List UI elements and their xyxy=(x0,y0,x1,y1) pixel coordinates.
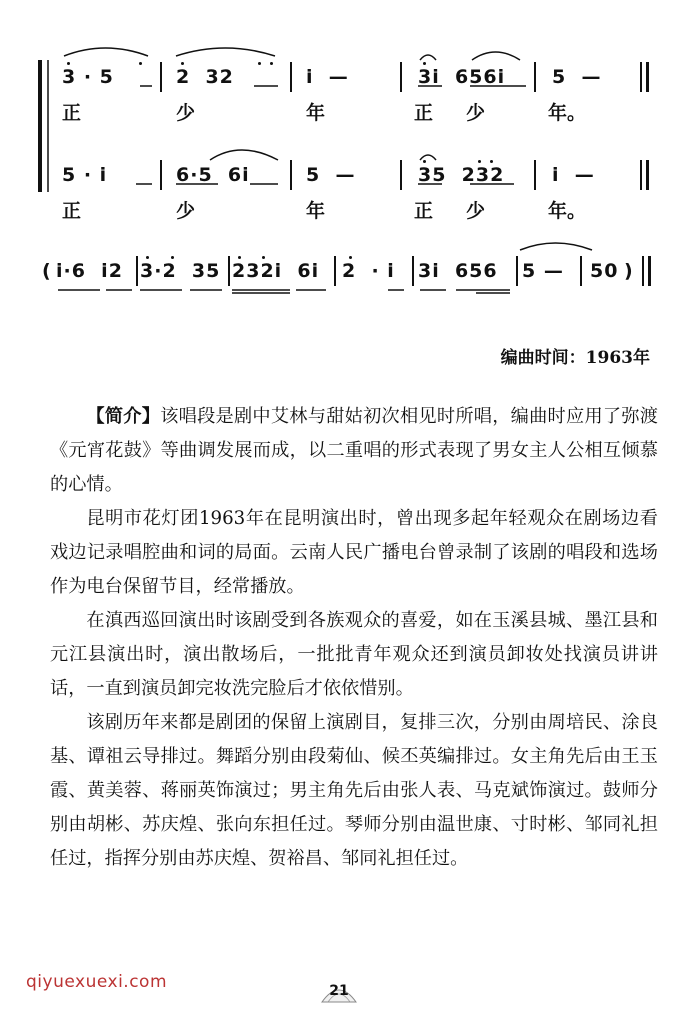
numbered-musical-score xyxy=(0,0,700,300)
barline xyxy=(412,256,414,286)
measure-3-4: 2 · i xyxy=(342,260,395,282)
intro-label: 【简介】 xyxy=(86,406,161,427)
barline xyxy=(534,160,536,190)
measure-2-2: 6·5 6i xyxy=(176,164,250,186)
measure-3-7: 50 xyxy=(590,260,619,282)
barline xyxy=(290,62,292,92)
octave-dot xyxy=(67,62,70,65)
measure-1-3: i — xyxy=(306,66,349,88)
measure-1-1: 3 · 5 xyxy=(62,66,114,88)
measure-1-5: 5 — xyxy=(552,66,602,88)
measure-1-2: 2 32 xyxy=(176,66,234,88)
lyric: 年。 xyxy=(548,102,587,124)
octave-dot xyxy=(181,62,184,65)
final-barline-thick xyxy=(648,256,651,286)
final-barline-thin xyxy=(640,62,642,92)
lyric: 正 xyxy=(62,102,82,124)
arrangement-date: 编曲时间：1963年 xyxy=(500,348,650,368)
barline xyxy=(400,62,402,92)
octave-dot xyxy=(238,256,241,259)
site-watermark: qiyuexuexi.com xyxy=(26,972,167,992)
lyric: 年。 xyxy=(548,200,587,222)
measure-3-3: 232i 6i xyxy=(232,260,320,282)
page-number: 21 xyxy=(329,983,349,999)
octave-dot xyxy=(423,62,426,65)
octave-dot xyxy=(423,160,426,163)
introduction-text xyxy=(50,400,658,876)
octave-dot xyxy=(262,256,265,259)
open-paren: ( xyxy=(42,260,52,282)
barline xyxy=(400,160,402,190)
final-barline-thick xyxy=(646,160,649,190)
barline xyxy=(334,256,336,286)
final-barline-thin xyxy=(640,160,642,190)
final-barline-thick xyxy=(646,62,649,92)
paragraph: 【简介】该唱段是剧中艾林与甜姑初次相见时所唱，编曲时应用了弥渡《元宵花鼓》等曲调发展而成，以二重唱的形式表现了男女主人公相互倾慕的心情。 xyxy=(50,406,658,495)
octave-dot xyxy=(139,62,142,65)
barline xyxy=(136,256,138,286)
octave-dot xyxy=(146,256,149,259)
lyric: 少 xyxy=(176,102,196,124)
barline xyxy=(516,256,518,286)
final-barline-thin xyxy=(642,256,644,286)
octave-dot xyxy=(490,160,493,163)
octave-dot xyxy=(171,256,174,259)
octave-dot xyxy=(349,256,352,259)
lyric: 正 xyxy=(414,200,434,222)
barline xyxy=(534,62,536,92)
lyric: 少 xyxy=(466,102,486,124)
paragraph: 昆明市花灯团1963年在昆明演出时，曾出现多起年轻观众在剧场边看戏边记录唱腔曲和词的局面。云南人民广播电台曾录制了该剧的唱段和选场作为电台保留节目，经常播放。 xyxy=(50,508,658,597)
measure-2-3: 5 — xyxy=(306,164,356,186)
close-paren: ) xyxy=(624,260,634,282)
lyric: 少 xyxy=(466,200,486,222)
octave-dot xyxy=(478,160,481,163)
octave-dot xyxy=(270,62,273,65)
measure-2-4: 35 232 xyxy=(418,164,505,186)
paragraph: 在滇西巡回演出时该剧受到各族观众的喜爱，如在玉溪县城、墨江县和元江县演出时，演出散场后，一批批青年观众还到演员卸妆处找演员讲讲话，一直到演员卸完妆洗完脸后才依依惜别。 xyxy=(50,610,658,699)
barline xyxy=(290,160,292,190)
score-lines xyxy=(0,0,700,300)
barline xyxy=(160,62,162,92)
measure-3-5: 3i 656 xyxy=(418,260,498,282)
measure-3-1: i·6 i2 xyxy=(56,260,123,282)
measure-1-4: 3i 656i xyxy=(418,66,506,88)
paragraph: 该剧历年来都是剧团的保留上演剧目，复排三次，分别由周培民、涂良基、谭祖云导排过。舞蹈分别由段菊仙、候丕英编排过。女主角先后由王玉霞、黄美蓉、蒋丽英饰演过；男主角先后由张人表、马克斌饰演过。鼓师分别由胡彬、苏庆煌、张向东担任过。琴师分别由温世康、寸时彬、邹同礼担任过，指挥分别由苏庆煌、贺裕昌、邹同礼担任过。 xyxy=(50,712,658,869)
measure-3-6: 5 — xyxy=(522,260,564,282)
page-number-badge xyxy=(320,978,358,1004)
barline xyxy=(160,160,162,190)
measure-3-2: 3·2 35 xyxy=(140,260,221,282)
measure-2-5: i — xyxy=(552,164,595,186)
measure-2-1: 5 · i xyxy=(62,164,108,186)
lyric: 正 xyxy=(414,102,434,124)
barline xyxy=(228,256,230,286)
octave-dot xyxy=(258,62,261,65)
lyric: 年 xyxy=(306,200,326,222)
lyric: 正 xyxy=(62,200,82,222)
lyric: 少 xyxy=(176,200,196,222)
lyric: 年 xyxy=(306,102,326,124)
barline xyxy=(580,256,582,286)
